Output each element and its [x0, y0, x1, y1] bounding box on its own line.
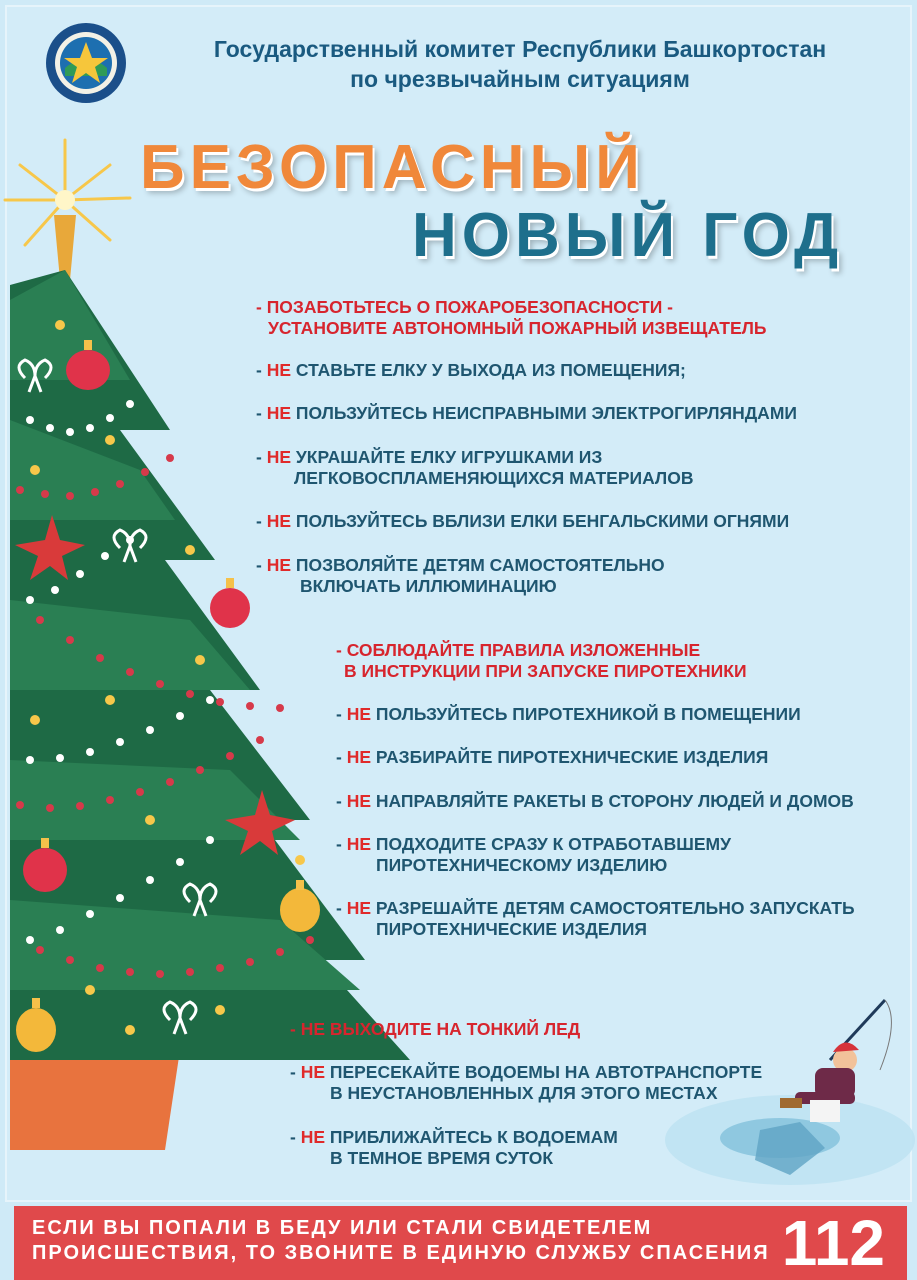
rule-item	[290, 1019, 580, 1040]
rule-text: СОБЛЮДАЙТЕ ПРАВИЛА ИЗЛОЖЕННЫЕ	[346, 640, 701, 660]
rule-negation: НЕ	[346, 747, 372, 767]
rule-text: ПРИБЛИЖАЙТЕСЬ К ВОДОЕМАМ	[325, 1127, 618, 1147]
rule-text-line2: В НЕУСТАНОВЛЕННЫХ ДЛЯ ЭТОГО МЕСТАХ	[330, 1083, 718, 1103]
rule-dash: -	[290, 1019, 301, 1039]
rule-item	[290, 1062, 762, 1104]
rule-item	[256, 297, 767, 339]
rule-text: ПОЛЬЗУЙТЕСЬ ПИРОТЕХНИКОЙ В ПОМЕЩЕНИИ	[371, 704, 801, 724]
rule-dash: -	[336, 747, 347, 767]
rule-negation: НЕ	[266, 555, 292, 575]
rule-text: НЕ ВЫХОДИТЕ НА ТОНКИЙ ЛЕД	[300, 1019, 581, 1039]
rule-negation: НЕ	[346, 791, 372, 811]
rule-text: УКРАШАЙТЕ ЕЛКУ ИГРУШКАМИ ИЗ	[291, 447, 603, 467]
rule-negation: НЕ	[266, 360, 292, 380]
rule-negation: НЕ	[346, 898, 372, 918]
rule-negation: НЕ	[346, 704, 372, 724]
rule-item	[336, 834, 731, 876]
organization-title-line1: Государственный комитет Республики Башкортостан	[213, 36, 827, 62]
rule-text: ПОЗАБОТЬТЕСЬ О ПОЖАРОБЕЗОПАСНОСТИ -	[266, 297, 673, 317]
rule-negation: НЕ	[266, 403, 292, 423]
rule-text: ПОДХОДИТЕ СРАЗУ К ОТРАБОТАВШЕМУ	[371, 834, 732, 854]
rule-text-line2: ПИРОТЕХНИЧЕСКОМУ ИЗДЕЛИЮ	[376, 855, 668, 875]
rule-text-line2: ПИРОТЕХНИЧЕСКИЕ ИЗДЕЛИЯ	[376, 919, 647, 939]
emergency-ministry-emblem	[45, 22, 127, 104]
rule-dash: -	[336, 834, 347, 854]
rule-text: РАЗБИРАЙТЕ ПИРОТЕХНИЧЕСКИЕ ИЗДЕЛИЯ	[371, 747, 769, 767]
rule-item	[256, 555, 665, 597]
rule-dash: -	[336, 704, 347, 724]
rule-text: ПОЗВОЛЯЙТЕ ДЕТЯМ САМОСТОЯТЕЛЬНО	[291, 555, 665, 575]
rule-item	[336, 747, 768, 768]
poster-title-line1: БЕЗОПАСНЫЙ	[140, 133, 645, 202]
rule-item	[290, 1127, 618, 1169]
rule-dash: -	[256, 511, 267, 531]
rule-item	[256, 511, 789, 532]
rule-text: ПОЛЬЗУЙТЕСЬ НЕИСПРАВНЫМИ ЭЛЕКТРОГИРЛЯНДАМИ	[291, 403, 797, 423]
footer-message-line1: ЕСЛИ ВЫ ПОПАЛИ В БЕДУ ИЛИ СТАЛИ СВИДЕТЕЛЕМ	[32, 1217, 653, 1239]
rule-dash: -	[256, 297, 267, 317]
rule-text: РАЗРЕШАЙТЕ ДЕТЯМ САМОСТОЯТЕЛЬНО ЗАПУСКАТЬ	[371, 898, 855, 918]
rule-dash: -	[256, 360, 267, 380]
organization-title-line2: по чрезвычайным ситуациям	[350, 66, 690, 92]
rule-negation: НЕ	[266, 447, 292, 467]
rule-item	[256, 447, 693, 489]
organization-title	[150, 34, 890, 94]
rule-text: НАПРАВЛЯЙТЕ РАКЕТЫ В СТОРОНУ ЛЮДЕЙ И ДОМОВ	[371, 791, 854, 811]
rule-text: ПЕРЕСЕКАЙТЕ ВОДОЕМЫ НА АВТОТРАНСПОРТЕ	[325, 1062, 763, 1082]
rule-text-line2: УСТАНОВИТЕ АВТОНОМНЫЙ ПОЖАРНЫЙ ИЗВЕЩАТЕЛЬ	[268, 318, 767, 338]
footer-message-line2: ПРОИСШЕСТВИЯ, ТО ЗВОНИТЕ В ЕДИНУЮ СЛУЖБУ СПАСЕНИЯ	[32, 1242, 770, 1264]
rule-item	[256, 403, 797, 424]
rule-dash: -	[290, 1062, 301, 1082]
rule-dash: -	[290, 1127, 301, 1147]
rule-text-line2: ЛЕГКОВОСПЛАМЕНЯЮЩИХСЯ МАТЕРИАЛОВ	[294, 468, 694, 488]
emergency-footer	[14, 1206, 907, 1280]
rule-text: ПОЛЬЗУЙТЕСЬ ВБЛИЗИ ЕЛКИ БЕНГАЛЬСКИМИ ОГНЯМИ	[291, 511, 790, 531]
rule-dash: -	[336, 898, 347, 918]
rule-item	[336, 704, 801, 725]
rule-negation: НЕ	[300, 1062, 326, 1082]
rule-dash: -	[256, 555, 267, 575]
rule-item	[336, 791, 854, 812]
rule-negation: НЕ	[266, 511, 292, 531]
rule-item	[256, 360, 686, 381]
emergency-phone-number[interactable]: 112	[781, 1207, 885, 1279]
rule-text-line2: В ТЕМНОЕ ВРЕМЯ СУТОК	[330, 1148, 554, 1168]
rule-text-line2: ВКЛЮЧАТЬ ИЛЛЮМИНАЦИЮ	[300, 576, 557, 596]
poster-title-line2: НОВЫЙ ГОД	[412, 201, 844, 270]
rule-dash: -	[336, 640, 347, 660]
rule-negation: НЕ	[300, 1127, 326, 1147]
rule-dash: -	[336, 791, 347, 811]
rule-dash: -	[256, 447, 267, 467]
rule-item	[336, 640, 747, 682]
rule-item	[336, 898, 855, 940]
rule-text: СТАВЬТЕ ЕЛКУ У ВЫХОДА ИЗ ПОМЕЩЕНИЯ;	[291, 360, 686, 380]
rule-text-line2: В ИНСТРУКЦИИ ПРИ ЗАПУСКЕ ПИРОТЕХНИКИ	[344, 661, 747, 681]
rule-dash: -	[256, 403, 267, 423]
footer-message	[32, 1216, 770, 1266]
rule-negation: НЕ	[346, 834, 372, 854]
